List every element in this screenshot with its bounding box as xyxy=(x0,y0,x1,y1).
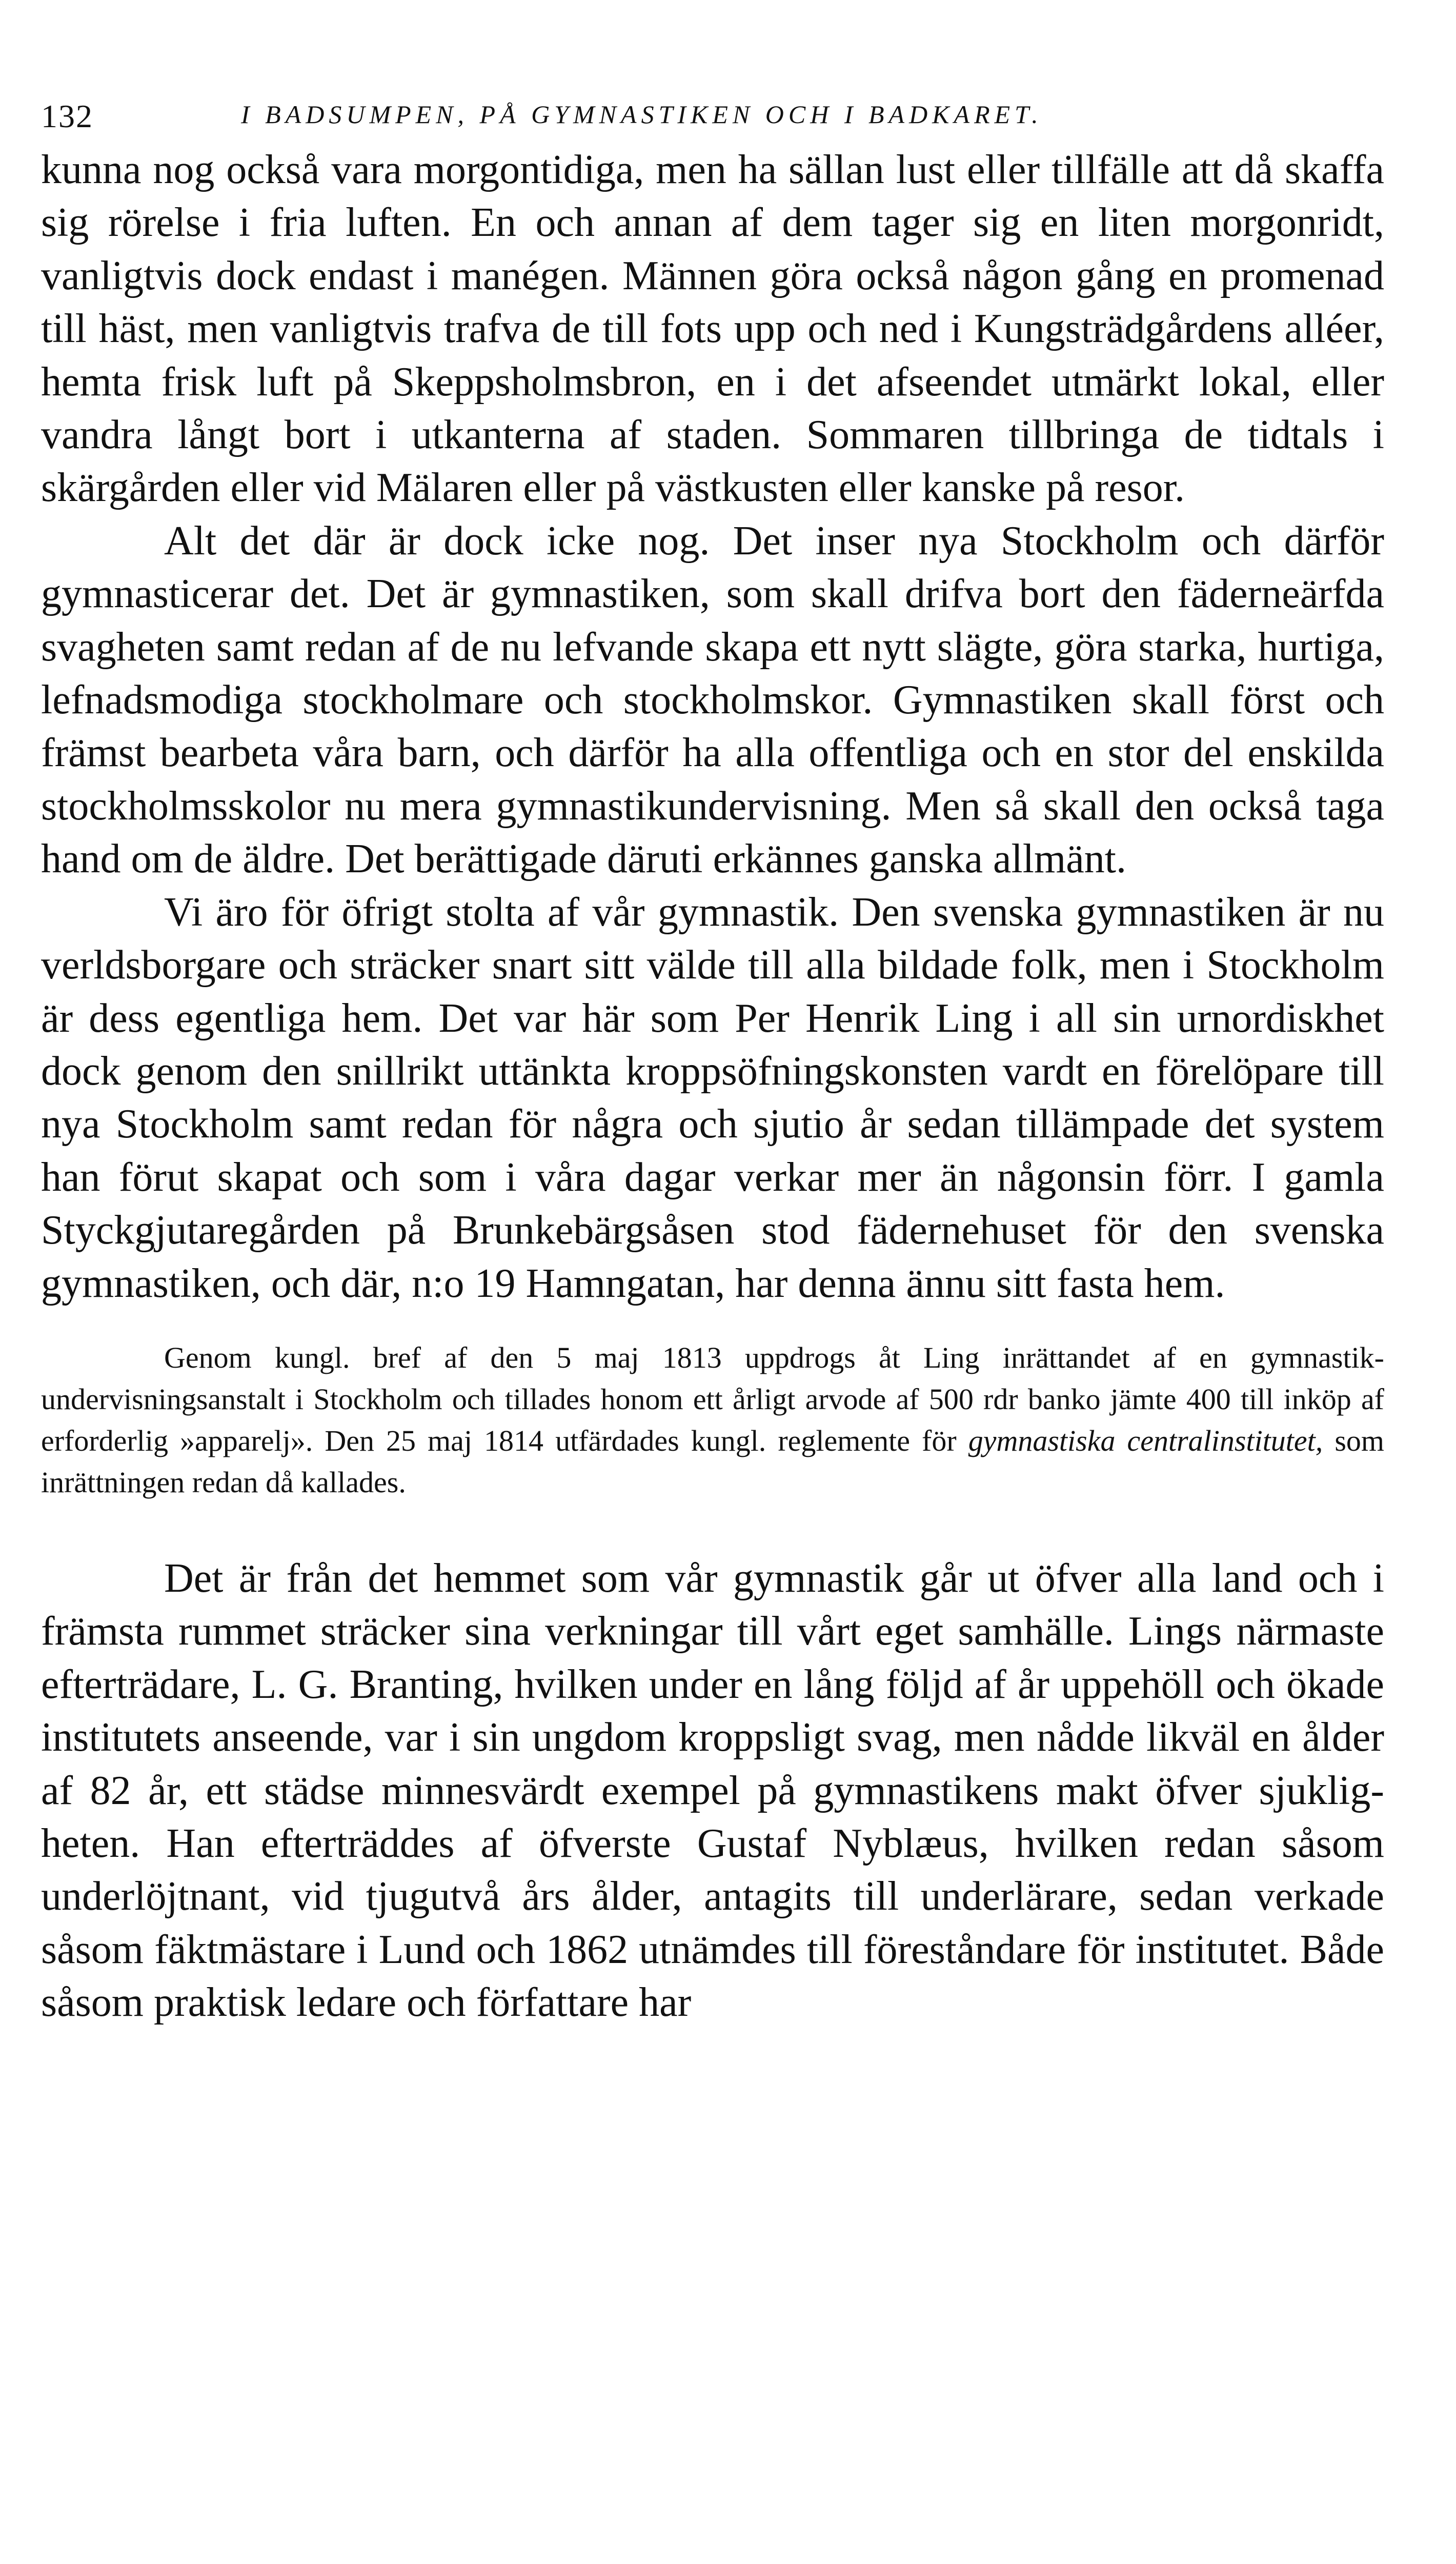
paragraph-4: Det är från det hemmet som vår gymnastik går ut öfver alla land och i främsta rummet sträcker sina verkningar till vårt eget samhälle. Lings närmaste efterträdare, L. G. Branting, hvilken under en lång följd af år uppehöll och ökade institutets anseende, var i sin ungdom kroppsligt svag, men nådde likväl en ålder af 82 år, ett städse minnesvärdt exempel på gymnastikens makt öfver sjukligheten. Han efterträddes af öfverste Gustaf Nyblæus, hvilken redan såsom underlöjtnant, vid tjugutvå års ålder, antagits till underlärare, sedan verkade såsom fäktmästare i Lund och 1862 utnämdes till föreståndare för institutet. Både såsom praktisk ledare och författare har xyxy=(41,1555,1384,2026)
page-number: 132 xyxy=(41,98,93,134)
footnote xyxy=(41,1337,1384,1503)
footnote-paragraph xyxy=(41,1337,1384,1503)
footnote-text-start: Genom kungl. bref af den 5 maj 1813 uppdrogs åt Ling inrättandet af en gymnastik-undervisningsanstalt i Stockholm och tillades honom ett årligt arvode af 500 rdr banko jämte 400 till inköp af erforderlig »apparelj». Den 25 maj 1814 utfärdades kungl. reglemente för xyxy=(41,1340,1384,1457)
book-page xyxy=(41,87,1384,2030)
footnote-institute-name: gymnastiska centralinstitutet, xyxy=(968,1424,1323,1457)
footnote-text-end: som inrättningen redan då kallades. xyxy=(41,1424,1385,1499)
main-text xyxy=(41,144,1384,2030)
paragraph-2: Alt det där är dock icke nog. Det inser nya Stockholm och därför gymnasticerar det. Det är gymnastiken, som skall drifva bort den fäderneärfda svagheten samt redan af de nu lefvande skapa ett nytt slägte, göra starka, hurtiga, lefnadsmodiga stockholmare och stockholmskor. Gymnastiken skall först och främst bearbeta våra barn, och därför ha alla offentliga och en stor del enskilda stockholmsskolor nu mera gymnastikundervisning. Men så skall den också taga hand om de äldre. Det berättigade däruti erkännes ganska allmänt. xyxy=(41,518,1384,882)
running-head xyxy=(41,87,1384,144)
paragraph-1: kunna nog också vara morgontidiga, men ha sällan lust eller tillfälle att då skaffa sig rörelse i fria luften. En och annan af dem tager sig en liten morgonridt, vanligtvis dock endast i manégen. Männen göra också någon gång en promenad till häst, men vanligtvis trafva de till fots upp och ned i Kungsträdgårdens alléer, hemta frisk luft på Skeppsholmsbron, en i det afseendet utmärkt lokal, eller vandra långt bort i utkanterna af staden. Sommaren tillbringa de tidtals i skärgården eller vid Mälaren eller på västkusten eller kanske på resor. xyxy=(41,147,1384,511)
running-title: I BADSUMPEN, PÅ GYMNASTIKEN OCH I BADKARET. xyxy=(241,100,1043,129)
paragraph-3: Vi äro för öfrigt stolta af vår gymnastik. Den svenska gymnastiken är nu verldsborgare och sträcker snart sitt välde till alla bildade folk, men i Stockholm är dess egentliga hem. Det var här som Per Henrik Ling i all sin urnordiskhet dock genom den snillrikt uttänkta kroppsöfningskonsten vardt en förelöpare till nya Stockholm samt redan för några och sjutio år sedan tillämpade det system han förut skapat och som i våra dagar verkar mer än någonsin förr. I gamla Styckgjutaregården på Brunkebärgsåsen stod fädernehuset för den svenska gymnastiken, och där, n:o 19 Hamngatan, har denna ännu sitt fasta hem. xyxy=(41,889,1384,1306)
